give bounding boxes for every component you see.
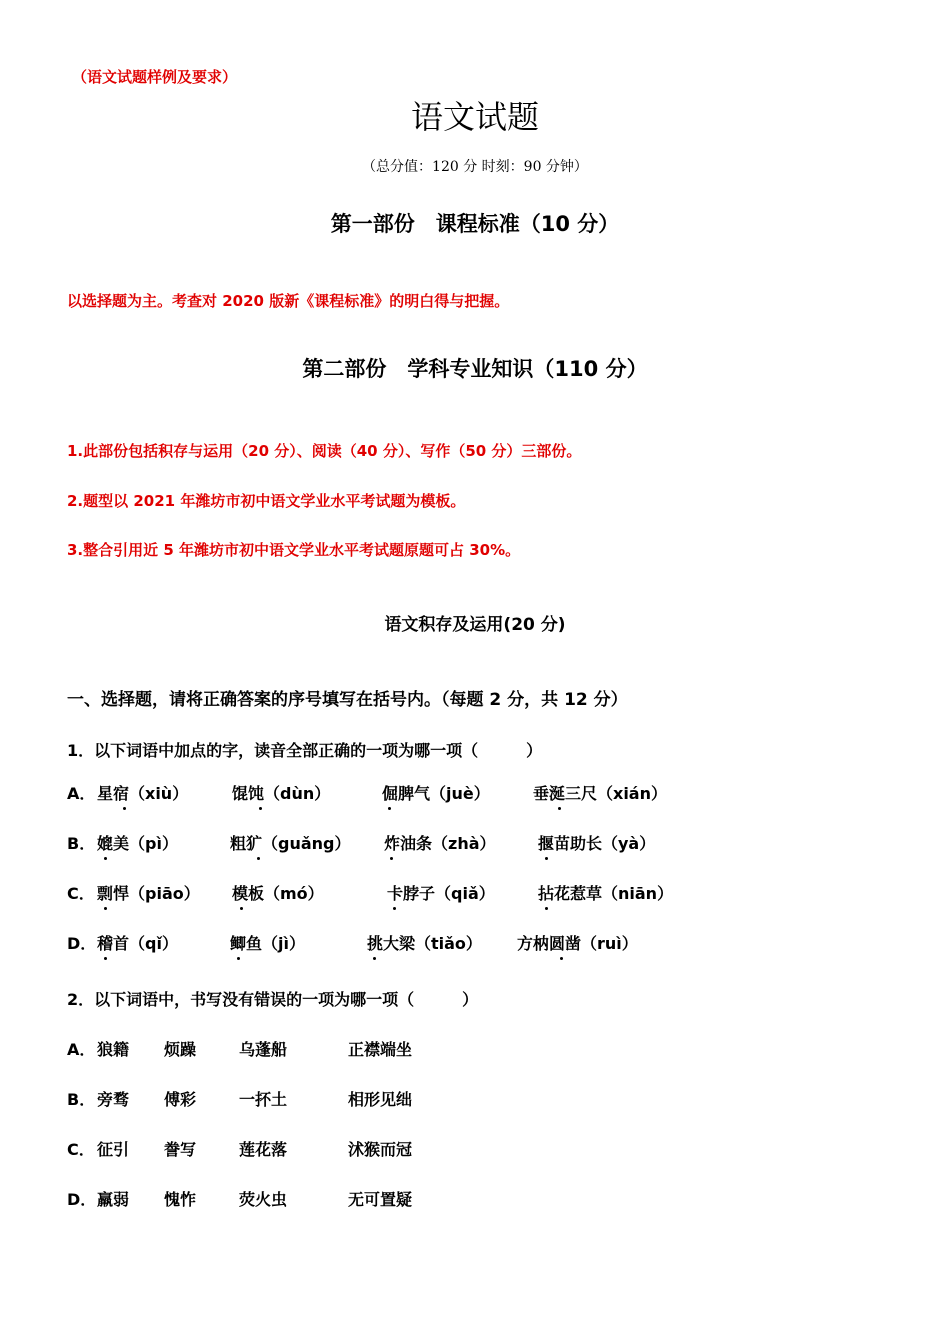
emphasis-dot bbox=[240, 907, 243, 910]
option-word: 模板（mó） bbox=[232, 884, 324, 903]
option-word: 媲美（pì） bbox=[97, 834, 178, 853]
emphasis-dot bbox=[104, 957, 107, 960]
option-word: 星宿（xiù） bbox=[97, 784, 189, 803]
option-word: 垂涎三尺（xián） bbox=[533, 784, 667, 803]
emphasis-dot bbox=[390, 857, 393, 860]
option-word: 正襟端坐 bbox=[348, 1040, 413, 1059]
emphasis-dot bbox=[545, 857, 548, 860]
option-word: 誊写 bbox=[164, 1140, 197, 1159]
option-word: 征引 bbox=[97, 1140, 130, 1159]
option-word: 莲花落 bbox=[239, 1140, 288, 1159]
option-word: 剽悍（piāo） bbox=[97, 884, 200, 903]
option-word: 相形见绌 bbox=[348, 1090, 413, 1109]
part2-requirement-2: 2.题型以 2021 年潍坊市初中语文学业水平考试题为模板。 bbox=[67, 492, 466, 510]
option-word: 烦躁 bbox=[164, 1040, 197, 1059]
emphasis-dot bbox=[558, 807, 561, 810]
emphasis-dot bbox=[373, 957, 376, 960]
option-word: 揠苗助长（yà） bbox=[538, 834, 656, 853]
emphasis-dot bbox=[388, 807, 391, 810]
option-word: 愧怍 bbox=[164, 1190, 197, 1209]
page-title: 语文试题 bbox=[410, 98, 539, 136]
option-word: 拈花惹草（niān） bbox=[538, 884, 674, 903]
q2-stem: 2．以下词语中，书写没有错误的一项为哪一项（ ） bbox=[67, 990, 479, 1009]
option-word: 卡脖子（qiǎ） bbox=[387, 884, 495, 903]
option-word: 狼籍 bbox=[97, 1040, 130, 1059]
section-heading: 语文积存及运用(20 分) bbox=[384, 615, 566, 635]
option-label: B． bbox=[67, 1090, 96, 1109]
part1-requirement: 以选择题为主。考查对 2020 版新《课程标准》的明白得与把握。 bbox=[67, 292, 510, 310]
option-word: 稽首（qǐ） bbox=[97, 934, 178, 953]
option-word: 无可置疑 bbox=[348, 1190, 413, 1209]
emphasis-dot bbox=[560, 957, 563, 960]
emphasis-dot bbox=[104, 907, 107, 910]
part2-requirement-1: 1.此部份包括积存与运用（20 分）、阅读（40 分）、写作（50 分）三部份。 bbox=[67, 442, 582, 460]
emphasis-dot bbox=[237, 957, 240, 960]
option-word: 粗犷（guǎng） bbox=[230, 834, 351, 853]
emphasis-dot bbox=[393, 907, 396, 910]
option-word: 方枘圆凿（ruì） bbox=[517, 934, 638, 953]
emphasis-dot bbox=[545, 907, 548, 910]
option-word: 倔脾气（juè） bbox=[382, 784, 490, 803]
option-word: 羸弱 bbox=[97, 1190, 130, 1209]
emphasis-dot bbox=[259, 807, 262, 810]
option-word: 荧火虫 bbox=[239, 1190, 288, 1209]
page-subtitle: （总分值：120 分 时刻：90 分钟） bbox=[362, 159, 588, 175]
part2-heading: 第二部份 学科专业知识（110 分） bbox=[302, 357, 648, 381]
option-word: 一抔土 bbox=[239, 1090, 288, 1109]
option-label: A． bbox=[67, 784, 96, 803]
option-word: 乌蓬船 bbox=[239, 1040, 288, 1059]
option-word: 挑大梁（tiǎo） bbox=[367, 934, 482, 953]
emphasis-dot bbox=[257, 857, 260, 860]
part2-requirement-3: 3.整合引用近 5 年潍坊市初中语文学业水平考试题原题可占 30%。 bbox=[67, 541, 521, 559]
option-label: A． bbox=[67, 1040, 96, 1059]
emphasis-dot bbox=[104, 857, 107, 860]
option-label: D． bbox=[67, 934, 97, 953]
option-label: D． bbox=[67, 1190, 97, 1209]
option-label: B． bbox=[67, 834, 96, 853]
part1-heading: 第一部份 课程标准（10 分） bbox=[330, 212, 620, 236]
option-word: 沭猴而冠 bbox=[348, 1140, 413, 1159]
section-instruction: 一、选择题，请将正确答案的序号填写在括号内。（每题 2 分，共 12 分） bbox=[67, 690, 628, 710]
option-word: 傅彩 bbox=[164, 1090, 197, 1109]
option-word: 旁骛 bbox=[97, 1090, 130, 1109]
q1-stem: 1．以下词语中加点的字，读音全部正确的一项为哪一项（ ） bbox=[67, 741, 543, 760]
header-note: （语文试题样例及要求） bbox=[72, 68, 238, 86]
option-word: 鲫鱼（jì） bbox=[230, 934, 305, 953]
option-word: 馄饨（dùn） bbox=[232, 784, 331, 803]
emphasis-dot bbox=[123, 807, 126, 810]
option-label: C． bbox=[67, 1140, 95, 1159]
option-label: C． bbox=[67, 884, 95, 903]
option-word: 炸油条（zhà） bbox=[384, 834, 496, 853]
